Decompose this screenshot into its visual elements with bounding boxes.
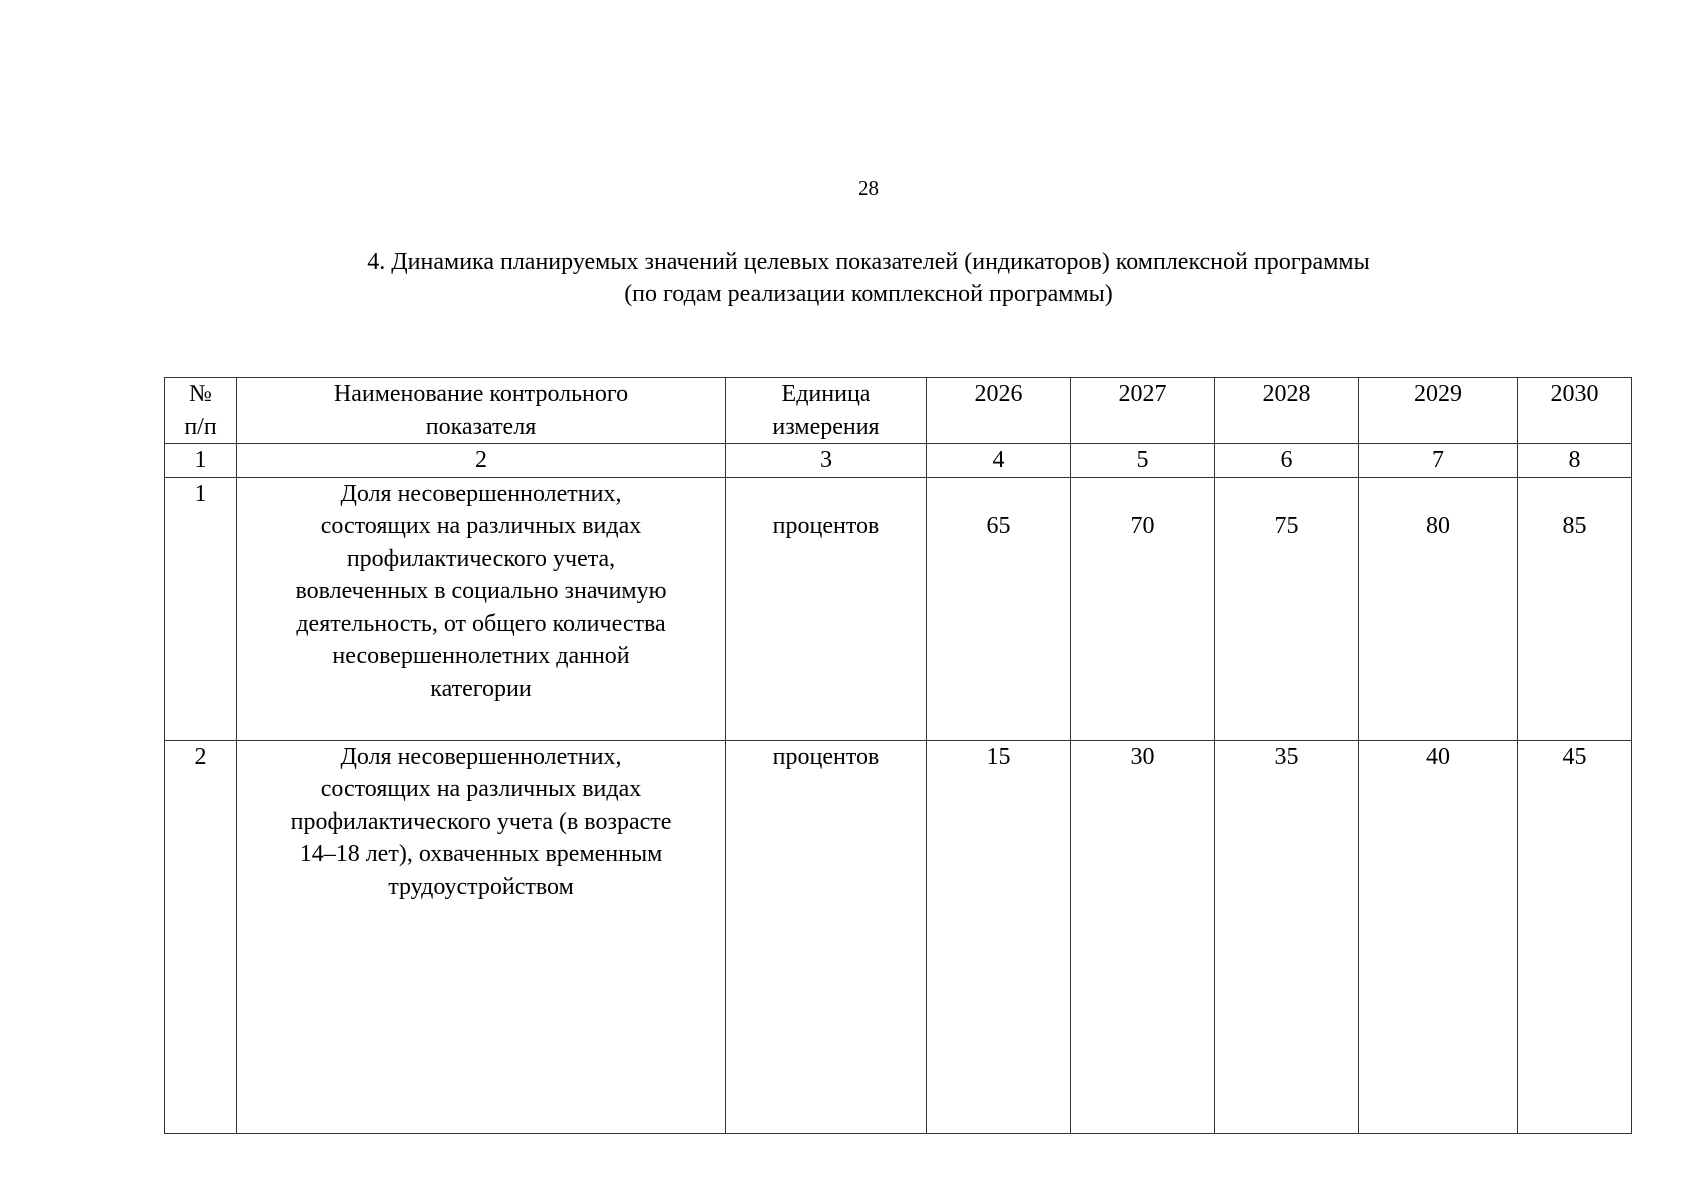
column-number: 7: [1359, 444, 1518, 478]
column-number: 3: [726, 444, 927, 478]
table-row: [165, 477, 1632, 740]
header-year-2029: 2029: [1359, 378, 1518, 444]
value-2030: 85: [1518, 477, 1632, 740]
value-2028: 35: [1215, 740, 1359, 1133]
header-year-2028: 2028: [1215, 378, 1359, 444]
title-line-1: 4. Динамика планируемых значений целевых показателей (индикаторов) комплексной программы: [367, 249, 1370, 275]
value-2029: 80: [1359, 477, 1518, 740]
column-numbers-row: [165, 444, 1632, 478]
column-number: 1: [165, 444, 237, 478]
value-2027: 30: [1071, 740, 1215, 1133]
value-2026: 15: [927, 740, 1071, 1133]
title-line-2: (по годам реализации комплексной программы): [624, 281, 1113, 307]
indicator-name: Доля несовершеннолетних, состоящих на различных видах профилактического учета, вовлеченных в социально значимую деятельность, от общего количества несовершеннолетних данной категории: [237, 477, 726, 740]
value-2027: 70: [1071, 477, 1215, 740]
value-2030: 45: [1518, 740, 1632, 1133]
unit-cell: процентов: [726, 477, 927, 740]
header-year-2027: 2027: [1071, 378, 1215, 444]
table-row: [165, 740, 1632, 1133]
column-number: 8: [1518, 444, 1632, 478]
table-header-row: [165, 378, 1632, 444]
column-number: 4: [927, 444, 1071, 478]
document-title: [0, 246, 1697, 310]
row-number: 2: [165, 740, 237, 1133]
column-number: 2: [237, 444, 726, 478]
indicator-name: Доля несовершеннолетних, состоящих на различных видах профилактического учета (в возрасте 14–18 лет), охваченных временным трудоустройством: [237, 740, 726, 1133]
page-number: 28: [858, 176, 879, 200]
indicators-table: [164, 377, 1632, 1134]
header-unit: Единица измерения: [726, 378, 927, 444]
header-name: Наименование контрольного показателя: [237, 378, 726, 444]
column-number: 6: [1215, 444, 1359, 478]
header-year-2030: 2030: [1518, 378, 1632, 444]
header-year-2026: 2026: [927, 378, 1071, 444]
value-2028: 75: [1215, 477, 1359, 740]
unit-cell: процентов: [726, 740, 927, 1133]
column-number: 5: [1071, 444, 1215, 478]
value-2026: 65: [927, 477, 1071, 740]
header-num: № п/п: [165, 378, 237, 444]
row-number: 1: [165, 477, 237, 740]
value-2029: 40: [1359, 740, 1518, 1133]
